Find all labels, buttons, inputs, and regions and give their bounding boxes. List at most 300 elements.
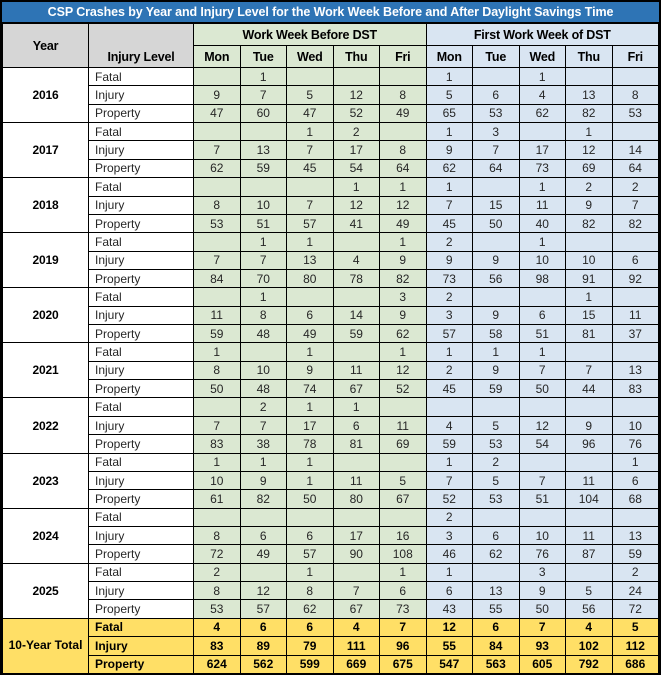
data-cell-after: 45 xyxy=(426,214,473,232)
data-cell-after xyxy=(612,233,659,251)
data-cell-before: 67 xyxy=(333,380,380,398)
data-cell-after: 50 xyxy=(473,214,520,232)
data-cell-before: 49 xyxy=(240,545,287,563)
data-cell-after xyxy=(473,288,520,306)
data-cell-after: 44 xyxy=(566,380,613,398)
data-cell-after: 72 xyxy=(612,600,659,618)
data-cell-before: 38 xyxy=(240,435,287,453)
data-cell-before: 12 xyxy=(333,196,380,214)
data-cell-before: 6 xyxy=(287,618,334,636)
injury-level-cell: Property xyxy=(89,380,194,398)
data-cell-after: 84 xyxy=(473,637,520,655)
year-cell: 2020 xyxy=(3,288,89,343)
data-cell-before: 8 xyxy=(194,196,241,214)
data-cell-before: 67 xyxy=(333,600,380,618)
data-cell-after: 6 xyxy=(519,306,566,324)
data-cell-after: 13 xyxy=(473,582,520,600)
data-cell-before: 7 xyxy=(287,196,334,214)
data-cell-before: 9 xyxy=(287,361,334,379)
data-cell-before: 57 xyxy=(287,214,334,232)
data-cell-before: 1 xyxy=(240,68,287,86)
data-cell-after: 7 xyxy=(519,471,566,489)
data-cell-before: 11 xyxy=(333,471,380,489)
data-cell-after: 4 xyxy=(426,416,473,434)
data-cell-after: 1 xyxy=(566,123,613,141)
year-cell: 2021 xyxy=(3,343,89,398)
data-cell-after: 64 xyxy=(473,159,520,177)
data-cell-before: 6 xyxy=(240,618,287,636)
data-cell-before: 49 xyxy=(380,214,427,232)
data-cell-after xyxy=(519,398,566,416)
data-cell-after xyxy=(612,343,659,361)
data-cell-after: 9 xyxy=(566,416,613,434)
data-cell-before: 82 xyxy=(240,490,287,508)
data-cell-before: 9 xyxy=(194,86,241,104)
data-cell-after: 792 xyxy=(566,655,613,673)
data-cell-before xyxy=(240,508,287,526)
injury-level-cell: Injury xyxy=(89,582,194,600)
data-cell-before: 1 xyxy=(333,178,380,196)
data-cell-after: 686 xyxy=(612,655,659,673)
data-row xyxy=(3,159,659,177)
data-cell-before: 62 xyxy=(287,600,334,618)
data-cell-after: 6 xyxy=(473,618,520,636)
group-header-row xyxy=(3,24,659,46)
data-cell-before: 6 xyxy=(380,582,427,600)
data-cell-after: 56 xyxy=(473,269,520,287)
data-cell-before: 81 xyxy=(333,435,380,453)
data-cell-after xyxy=(566,508,613,526)
data-row xyxy=(3,545,659,563)
injury-level-cell: Injury xyxy=(89,306,194,324)
data-cell-before xyxy=(333,453,380,471)
data-cell-before: 7 xyxy=(194,416,241,434)
data-cell-after: 2 xyxy=(473,453,520,471)
data-cell-after: 65 xyxy=(426,104,473,122)
data-cell-before: 1 xyxy=(240,233,287,251)
data-cell-before: 1 xyxy=(240,288,287,306)
data-row xyxy=(3,508,659,526)
day-header-before-fri: Fri xyxy=(380,46,427,68)
data-cell-before xyxy=(194,288,241,306)
data-cell-after: 7 xyxy=(612,196,659,214)
data-cell-before: 48 xyxy=(240,380,287,398)
data-cell-before: 1 xyxy=(194,343,241,361)
data-cell-before: 73 xyxy=(380,600,427,618)
table-title: CSP Crashes by Year and Injury Level for the Work Week Before and After Daylight Savings Time xyxy=(2,2,659,23)
data-cell-before: 62 xyxy=(380,325,427,343)
data-cell-before xyxy=(380,123,427,141)
data-cell-before: 84 xyxy=(194,269,241,287)
injury-level-cell: Property xyxy=(89,325,194,343)
data-cell-before xyxy=(380,508,427,526)
injury-level-cell: Property xyxy=(89,159,194,177)
data-cell-before: 1 xyxy=(380,178,427,196)
data-cell-after xyxy=(612,123,659,141)
data-cell-before: 53 xyxy=(194,600,241,618)
data-cell-before: 2 xyxy=(240,398,287,416)
data-cell-before xyxy=(380,68,427,86)
data-cell-after: 58 xyxy=(473,325,520,343)
data-cell-before: 2 xyxy=(194,563,241,581)
data-cell-before: 54 xyxy=(333,159,380,177)
data-cell-before: 74 xyxy=(287,380,334,398)
data-cell-before: 1 xyxy=(287,398,334,416)
injury-level-cell: Fatal xyxy=(89,123,194,141)
data-cell-before xyxy=(194,68,241,86)
data-cell-before: 47 xyxy=(194,104,241,122)
data-cell-before xyxy=(287,178,334,196)
data-cell-after xyxy=(612,68,659,86)
data-cell-after: 2 xyxy=(426,361,473,379)
data-cell-after: 5 xyxy=(473,416,520,434)
data-cell-after: 92 xyxy=(612,269,659,287)
data-cell-after: 102 xyxy=(566,637,613,655)
data-cell-after: 3 xyxy=(519,563,566,581)
day-header-after-thu: Thu xyxy=(566,46,613,68)
after-dst-group-header: First Work Week of DST xyxy=(426,24,659,46)
day-header-after-wed: Wed xyxy=(519,46,566,68)
data-cell-after xyxy=(566,68,613,86)
injury-level-cell: Fatal xyxy=(89,508,194,526)
data-cell-before xyxy=(333,233,380,251)
data-cell-before: 64 xyxy=(380,159,427,177)
data-cell-after: 55 xyxy=(426,637,473,655)
data-cell-after xyxy=(566,343,613,361)
data-cell-before: 1 xyxy=(194,453,241,471)
data-cell-before xyxy=(287,508,334,526)
data-cell-before: 108 xyxy=(380,545,427,563)
data-cell-before: 1 xyxy=(380,563,427,581)
data-row xyxy=(3,288,659,306)
injury-level-cell: Fatal xyxy=(89,563,194,581)
data-cell-after: 3 xyxy=(473,123,520,141)
data-cell-before: 4 xyxy=(333,618,380,636)
day-header-before-wed: Wed xyxy=(287,46,334,68)
data-row xyxy=(3,526,659,544)
data-cell-after: 11 xyxy=(566,526,613,544)
data-row xyxy=(3,471,659,489)
injury-level-column-header: Injury Level xyxy=(89,24,194,68)
data-cell-before: 10 xyxy=(240,196,287,214)
data-cell-before xyxy=(333,68,380,86)
data-cell-after: 59 xyxy=(612,545,659,563)
data-row xyxy=(3,490,659,508)
year-cell: 2019 xyxy=(3,233,89,288)
day-header-after-fri: Fri xyxy=(612,46,659,68)
data-cell-after: 12 xyxy=(426,618,473,636)
data-cell-before xyxy=(287,288,334,306)
data-cell-before: 562 xyxy=(240,655,287,673)
data-row xyxy=(3,582,659,600)
data-cell-before: 53 xyxy=(194,214,241,232)
data-cell-before: 67 xyxy=(380,490,427,508)
data-row xyxy=(3,435,659,453)
data-cell-before: 13 xyxy=(287,251,334,269)
table-header xyxy=(3,24,659,68)
data-cell-after: 83 xyxy=(612,380,659,398)
table-body xyxy=(3,68,659,674)
before-dst-group-header: Work Week Before DST xyxy=(194,24,427,46)
data-cell-after xyxy=(612,398,659,416)
data-cell-before: 8 xyxy=(194,582,241,600)
data-cell-after: 51 xyxy=(519,325,566,343)
data-cell-before: 12 xyxy=(380,361,427,379)
data-row xyxy=(3,343,659,361)
data-row xyxy=(3,361,659,379)
data-cell-after: 69 xyxy=(566,159,613,177)
data-cell-after: 13 xyxy=(566,86,613,104)
data-cell-after: 9 xyxy=(426,141,473,159)
injury-level-cell: Property xyxy=(89,545,194,563)
year-column-header: Year xyxy=(3,24,89,68)
data-cell-after: 40 xyxy=(519,214,566,232)
data-cell-after: 9 xyxy=(473,251,520,269)
data-cell-before: 62 xyxy=(194,159,241,177)
data-cell-after: 104 xyxy=(566,490,613,508)
data-cell-after: 2 xyxy=(426,508,473,526)
data-cell-before: 17 xyxy=(287,416,334,434)
data-cell-before: 111 xyxy=(333,637,380,655)
data-cell-before: 5 xyxy=(380,471,427,489)
data-cell-after xyxy=(473,563,520,581)
data-row xyxy=(3,178,659,196)
data-cell-before: 1 xyxy=(240,453,287,471)
data-cell-after xyxy=(519,123,566,141)
data-cell-before: 51 xyxy=(240,214,287,232)
data-cell-after: 2 xyxy=(612,563,659,581)
data-cell-after: 54 xyxy=(519,435,566,453)
data-cell-after: 6 xyxy=(612,471,659,489)
data-cell-after: 82 xyxy=(612,214,659,232)
injury-level-cell: Fatal xyxy=(89,398,194,416)
injury-level-cell: Injury xyxy=(89,637,194,655)
data-cell-after: 5 xyxy=(612,618,659,636)
data-cell-after: 9 xyxy=(566,196,613,214)
data-cell-after: 6 xyxy=(473,86,520,104)
data-cell-after: 15 xyxy=(566,306,613,324)
data-cell-after: 9 xyxy=(473,306,520,324)
data-cell-before xyxy=(240,123,287,141)
data-cell-before xyxy=(194,508,241,526)
data-cell-before: 7 xyxy=(240,416,287,434)
data-cell-after: 1 xyxy=(426,68,473,86)
injury-level-cell: Injury xyxy=(89,361,194,379)
data-row xyxy=(3,104,659,122)
data-cell-before: 57 xyxy=(240,600,287,618)
data-cell-before: 13 xyxy=(240,141,287,159)
data-cell-after: 1 xyxy=(426,453,473,471)
data-cell-after xyxy=(519,453,566,471)
data-cell-after: 605 xyxy=(519,655,566,673)
data-cell-after: 6 xyxy=(612,251,659,269)
data-cell-after: 7 xyxy=(519,361,566,379)
data-row xyxy=(3,416,659,434)
year-cell: 2017 xyxy=(3,123,89,178)
data-cell-before: 6 xyxy=(333,416,380,434)
injury-level-cell: Property xyxy=(89,269,194,287)
data-cell-after: 7 xyxy=(426,196,473,214)
data-cell-before: 83 xyxy=(194,637,241,655)
data-cell-after: 2 xyxy=(426,233,473,251)
data-cell-before: 7 xyxy=(240,251,287,269)
data-cell-before: 6 xyxy=(287,526,334,544)
data-cell-after: 50 xyxy=(519,600,566,618)
data-cell-after: 98 xyxy=(519,269,566,287)
data-cell-after: 82 xyxy=(566,104,613,122)
data-row xyxy=(3,306,659,324)
data-cell-after: 7 xyxy=(566,361,613,379)
data-cell-before xyxy=(194,123,241,141)
data-cell-before: 11 xyxy=(194,306,241,324)
data-cell-before: 1 xyxy=(380,343,427,361)
data-cell-after: 7 xyxy=(519,618,566,636)
data-cell-after: 53 xyxy=(473,104,520,122)
data-cell-after: 1 xyxy=(519,233,566,251)
data-cell-after: 12 xyxy=(519,416,566,434)
data-cell-after: 8 xyxy=(612,86,659,104)
year-cell: 2018 xyxy=(3,178,89,233)
injury-level-cell: Property xyxy=(89,104,194,122)
data-cell-before: 52 xyxy=(380,380,427,398)
data-cell-before: 47 xyxy=(287,104,334,122)
injury-level-cell: Fatal xyxy=(89,343,194,361)
data-cell-after: 10 xyxy=(566,251,613,269)
data-cell-after: 563 xyxy=(473,655,520,673)
total-row xyxy=(3,618,659,636)
data-cell-before: 12 xyxy=(240,582,287,600)
data-cell-after: 5 xyxy=(473,471,520,489)
data-cell-before: 9 xyxy=(240,471,287,489)
data-cell-after: 53 xyxy=(612,104,659,122)
data-cell-after: 96 xyxy=(566,435,613,453)
injury-level-cell: Fatal xyxy=(89,233,194,251)
data-cell-after xyxy=(566,233,613,251)
data-cell-after: 51 xyxy=(519,490,566,508)
data-cell-before: 1 xyxy=(380,233,427,251)
data-cell-before: 7 xyxy=(194,251,241,269)
data-row xyxy=(3,325,659,343)
data-cell-after xyxy=(473,178,520,196)
data-cell-after: 2 xyxy=(612,178,659,196)
data-cell-after: 11 xyxy=(566,471,613,489)
data-cell-before: 4 xyxy=(333,251,380,269)
data-cell-before: 61 xyxy=(194,490,241,508)
data-row xyxy=(3,563,659,581)
data-cell-before: 1 xyxy=(287,343,334,361)
data-row xyxy=(3,269,659,287)
day-header-after-tue: Tue xyxy=(473,46,520,68)
data-cell-before: 59 xyxy=(333,325,380,343)
injury-level-cell: Injury xyxy=(89,471,194,489)
data-row xyxy=(3,86,659,104)
data-cell-after xyxy=(566,398,613,416)
year-cell: 2016 xyxy=(3,68,89,123)
data-cell-before: 1 xyxy=(287,471,334,489)
data-row xyxy=(3,380,659,398)
year-cell: 2024 xyxy=(3,508,89,563)
data-cell-after: 1 xyxy=(612,453,659,471)
data-cell-before: 79 xyxy=(287,637,334,655)
data-cell-after: 64 xyxy=(612,159,659,177)
data-cell-before xyxy=(240,178,287,196)
data-cell-before: 96 xyxy=(380,637,427,655)
data-row xyxy=(3,233,659,251)
data-cell-before: 669 xyxy=(333,655,380,673)
data-cell-after: 73 xyxy=(426,269,473,287)
data-cell-after: 82 xyxy=(566,214,613,232)
day-header-after-mon: Mon xyxy=(426,46,473,68)
data-cell-after: 91 xyxy=(566,269,613,287)
data-cell-after: 45 xyxy=(426,380,473,398)
data-cell-after: 1 xyxy=(519,178,566,196)
data-cell-after: 1 xyxy=(566,288,613,306)
data-cell-after: 1 xyxy=(519,343,566,361)
data-cell-after: 2 xyxy=(426,288,473,306)
data-cell-after: 1 xyxy=(473,343,520,361)
data-cell-after: 55 xyxy=(473,600,520,618)
data-row xyxy=(3,398,659,416)
data-cell-after: 10 xyxy=(519,251,566,269)
total-label-cell: 10-Year Total xyxy=(3,618,89,673)
year-cell: 2023 xyxy=(3,453,89,508)
data-cell-after: 9 xyxy=(426,251,473,269)
data-cell-before: 78 xyxy=(287,435,334,453)
data-row xyxy=(3,214,659,232)
data-cell-before: 48 xyxy=(240,325,287,343)
injury-level-cell: Fatal xyxy=(89,288,194,306)
data-cell-before: 52 xyxy=(333,104,380,122)
data-cell-before: 12 xyxy=(380,196,427,214)
data-cell-before: 16 xyxy=(380,526,427,544)
data-cell-after: 17 xyxy=(519,141,566,159)
data-cell-before: 59 xyxy=(240,159,287,177)
data-cell-before: 8 xyxy=(194,361,241,379)
data-cell-after: 5 xyxy=(426,86,473,104)
data-cell-after xyxy=(473,398,520,416)
data-cell-before: 6 xyxy=(287,306,334,324)
data-cell-after: 56 xyxy=(566,600,613,618)
data-cell-before: 41 xyxy=(333,214,380,232)
data-row xyxy=(3,123,659,141)
data-cell-before xyxy=(333,343,380,361)
data-cell-after: 2 xyxy=(566,178,613,196)
data-cell-after: 6 xyxy=(426,582,473,600)
data-cell-after: 46 xyxy=(426,545,473,563)
data-row xyxy=(3,453,659,471)
data-cell-before: 7 xyxy=(380,618,427,636)
data-cell-after: 4 xyxy=(519,86,566,104)
data-cell-before: 49 xyxy=(287,325,334,343)
day-header-before-tue: Tue xyxy=(240,46,287,68)
data-cell-after: 1 xyxy=(426,123,473,141)
data-cell-after: 62 xyxy=(519,104,566,122)
data-cell-after: 13 xyxy=(612,526,659,544)
data-cell-before: 7 xyxy=(240,86,287,104)
data-cell-before xyxy=(333,508,380,526)
data-cell-before: 57 xyxy=(287,545,334,563)
data-cell-before: 50 xyxy=(194,380,241,398)
injury-level-cell: Injury xyxy=(89,196,194,214)
data-row xyxy=(3,68,659,86)
data-cell-after xyxy=(612,288,659,306)
data-cell-after: 50 xyxy=(519,380,566,398)
data-cell-after: 59 xyxy=(473,380,520,398)
data-cell-after: 5 xyxy=(566,582,613,600)
injury-level-cell: Property xyxy=(89,490,194,508)
data-cell-after: 1 xyxy=(426,343,473,361)
data-cell-before: 1 xyxy=(333,398,380,416)
